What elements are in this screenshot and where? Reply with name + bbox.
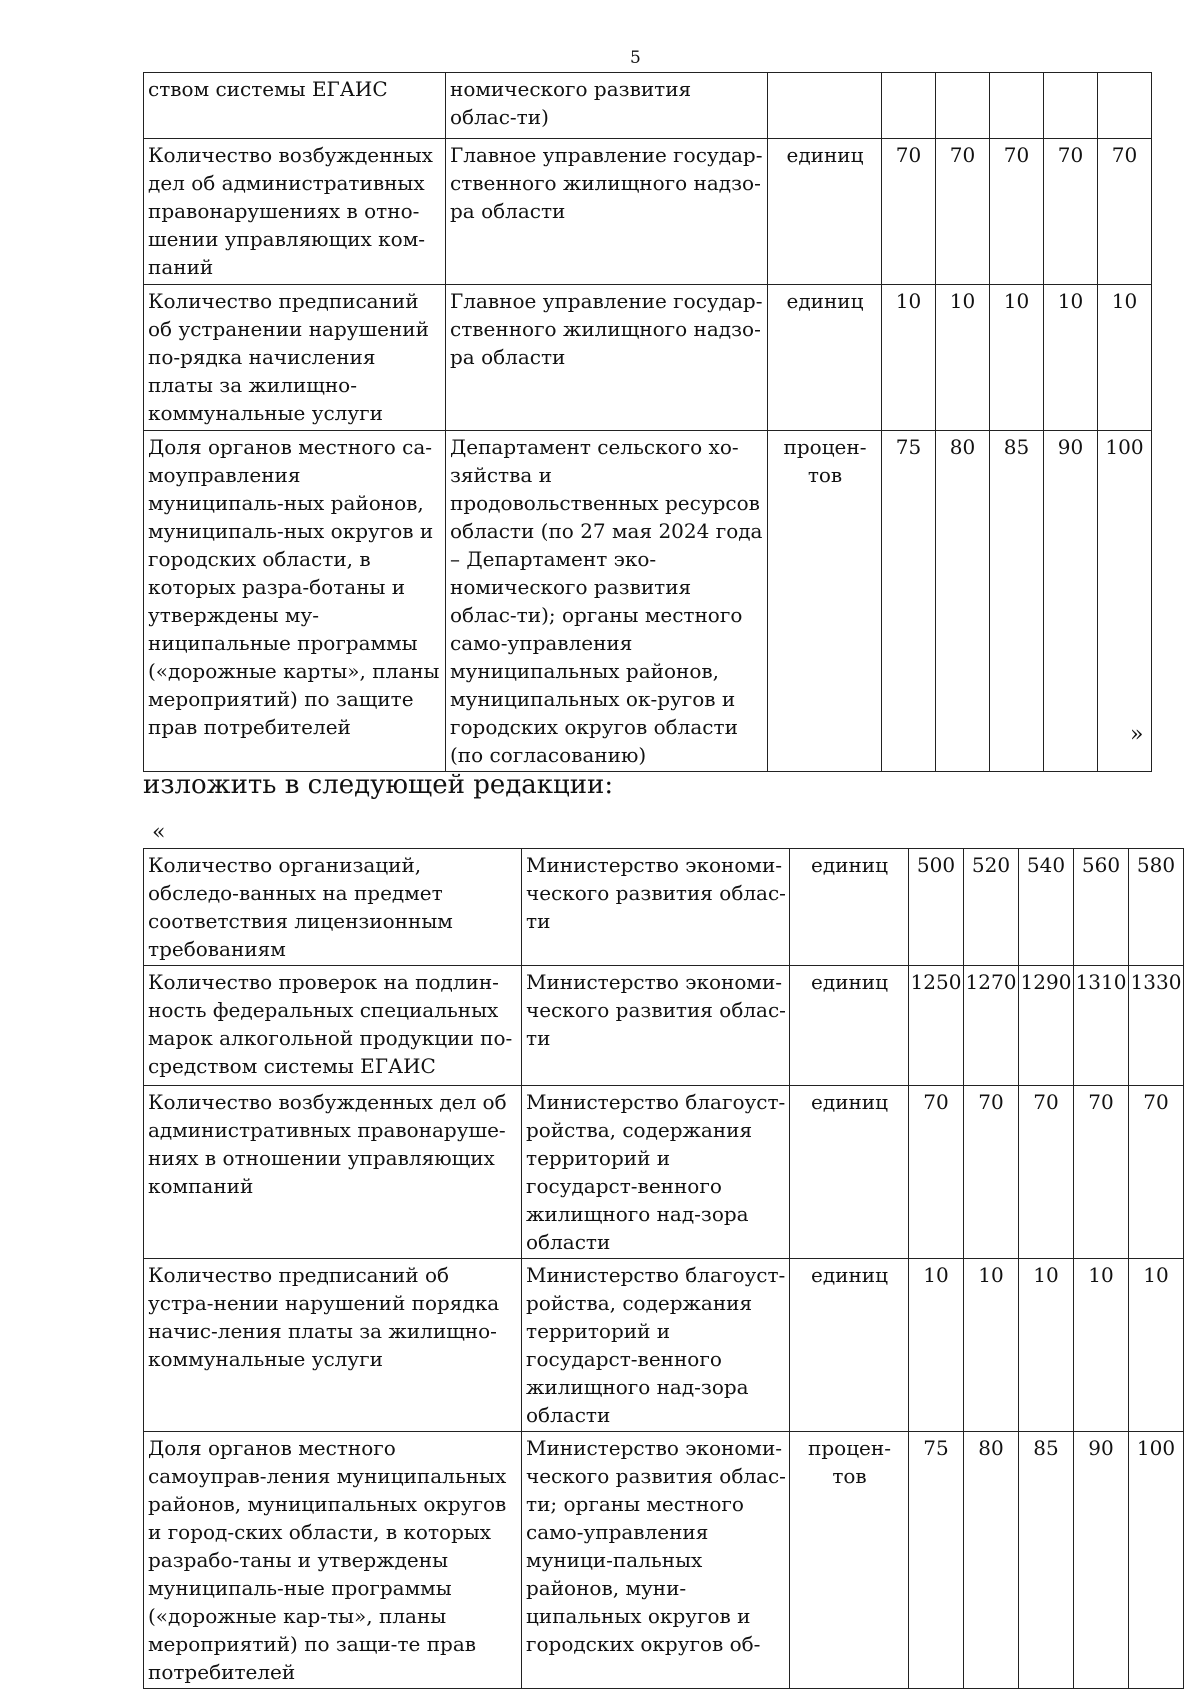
value-cell: 85	[990, 431, 1044, 772]
unit-cell: единиц	[790, 966, 909, 1086]
unit-cell: единиц	[768, 285, 882, 431]
value-cell: 580	[1129, 849, 1184, 966]
value-cell: 520	[964, 849, 1019, 966]
value-cell: 100	[1129, 1432, 1184, 1689]
value-cell: 70	[1074, 1086, 1129, 1259]
responsible-cell: Министерство благоуст-ройства, содержания территорий и государст-венного жилищного над-зора области	[522, 1086, 790, 1259]
value-cell: 10	[909, 1259, 964, 1432]
value-cell	[1044, 73, 1098, 139]
value-cell: 10	[936, 285, 990, 431]
table-new-edition	[143, 848, 1184, 1689]
indicator-cell: Количество возбужденных дел об административных правонаруше-ниях в отношении управляющих компаний	[144, 1086, 522, 1259]
value-cell: 10	[964, 1259, 1019, 1432]
responsible-cell: Министерство экономи-ческого развития облас-ти	[522, 966, 790, 1086]
value-cell: 10	[1044, 285, 1098, 431]
value-cell: 10	[1098, 285, 1152, 431]
table-row	[144, 73, 1152, 139]
responsible-cell: Министерство благоуст-ройства, содержания территорий и государст-венного жилищного над-зора области	[522, 1259, 790, 1432]
value-cell: 1250	[909, 966, 964, 1086]
indicator-cell: Количество предписаний об устра-нении нарушений порядка начис-ления платы за жилищно-коммунальные услуги	[144, 1259, 522, 1432]
value-cell: 1310	[1074, 966, 1129, 1086]
value-cell: 10	[1074, 1259, 1129, 1432]
value-cell: 70	[1019, 1086, 1074, 1259]
value-cell: 10	[1129, 1259, 1184, 1432]
value-cell	[882, 73, 936, 139]
table-row	[144, 431, 1152, 772]
value-cell	[990, 73, 1044, 139]
unit-cell: процен-тов	[768, 431, 882, 772]
value-cell: 540	[1019, 849, 1074, 966]
table-row	[144, 1432, 1184, 1689]
unit-cell	[768, 73, 882, 139]
unit-cell: единиц	[790, 1259, 909, 1432]
value-cell: 85	[1019, 1432, 1074, 1689]
responsible-cell: Главное управление государ-ственного жилищного надзо-ра области	[446, 139, 768, 285]
page-number: 5	[630, 48, 641, 68]
value-cell: 70	[936, 139, 990, 285]
unit-cell: единиц	[768, 139, 882, 285]
unit-cell: единиц	[790, 849, 909, 966]
value-cell: 70	[990, 139, 1044, 285]
value-cell: 80	[936, 431, 990, 772]
value-cell: 90	[1074, 1432, 1129, 1689]
value-cell: 75	[882, 431, 936, 772]
value-cell: 10	[882, 285, 936, 431]
indicator-cell: Количество организаций, обследо-ванных на предмет соответствия лицензионным требованиям	[144, 849, 522, 966]
value-cell: 1330	[1129, 966, 1184, 1086]
indicator-cell: ством системы ЕГАИС	[144, 73, 446, 139]
indicator-cell: Количество возбужденных дел об административных правонарушениях в отно-шении управляющих ком-паний	[144, 139, 446, 285]
table-row	[144, 1086, 1184, 1259]
intro-text: изложить в следующей редакции:	[143, 770, 614, 800]
responsible-cell: Главное управление государ-ственного жилищного надзо-ра области	[446, 285, 768, 431]
table-row	[144, 1259, 1184, 1432]
value-cell: 70	[1129, 1086, 1184, 1259]
value-cell: 70	[1044, 139, 1098, 285]
value-cell	[936, 73, 990, 139]
opening-quote: «	[152, 820, 166, 845]
unit-cell: единиц	[790, 1086, 909, 1259]
indicator-cell: Количество предписаний об устранении нарушений по-рядка начисления платы за жилищно-коммунальные услуги	[144, 285, 446, 431]
table-row	[144, 966, 1184, 1086]
value-cell: 1290	[1019, 966, 1074, 1086]
indicator-cell: Доля органов местного самоуправ-ления муниципальных районов, муниципальных округов и город-ских области, в которых разрабо-таны и утверждены муниципаль-ные программы («дорожные кар-ты», планы мероприятий) по защи-те прав потребителей	[144, 1432, 522, 1689]
unit-cell: процен-тов	[790, 1432, 909, 1689]
value-cell: 70	[909, 1086, 964, 1259]
value-cell: 80	[964, 1432, 1019, 1689]
value-cell: 100	[1098, 431, 1152, 772]
responsible-cell: Департамент сельского хо-зяйства и продовольственных ресурсов области (по 27 мая 2024 года – Департамент эко-номического развития облас-ти); органы местного само-управления муниципальных районов, муниципальных ок-ругов и городских округов области (по согласованию)	[446, 431, 768, 772]
value-cell: 1270	[964, 966, 1019, 1086]
value-cell: 500	[909, 849, 964, 966]
value-cell: 10	[990, 285, 1044, 431]
responsible-cell: Министерство экономи-ческого развития облас-ти; органы местного само-управления муници-пальных районов, муни-ципальных округов и городских округов об-	[522, 1432, 790, 1689]
value-cell: 90	[1044, 431, 1098, 772]
closing-quote: »	[1130, 722, 1144, 747]
indicator-cell: Количество проверок на подлин-ность федеральных специальных марок алкогольной продукции по-средством системы ЕГАИС	[144, 966, 522, 1086]
table-row	[144, 849, 1184, 966]
responsible-cell: Министерство экономи-ческого развития облас-ти	[522, 849, 790, 966]
value-cell: 70	[1098, 139, 1152, 285]
value-cell: 75	[909, 1432, 964, 1689]
indicator-cell: Доля органов местного са-моуправления муниципаль-ных районов, муниципаль-ных округов и городских области, в которых разра-ботаны и утверждены му-ниципальные программы («дорожные карты», планы мероприятий) по защите прав потребителей	[144, 431, 446, 772]
table-row	[144, 139, 1152, 285]
table-previous-edition	[143, 72, 1152, 772]
value-cell: 70	[964, 1086, 1019, 1259]
table-row	[144, 285, 1152, 431]
value-cell	[1098, 73, 1152, 139]
value-cell: 560	[1074, 849, 1129, 966]
value-cell: 70	[882, 139, 936, 285]
responsible-cell: номического развития облас-ти)	[446, 73, 768, 139]
value-cell: 10	[1019, 1259, 1074, 1432]
